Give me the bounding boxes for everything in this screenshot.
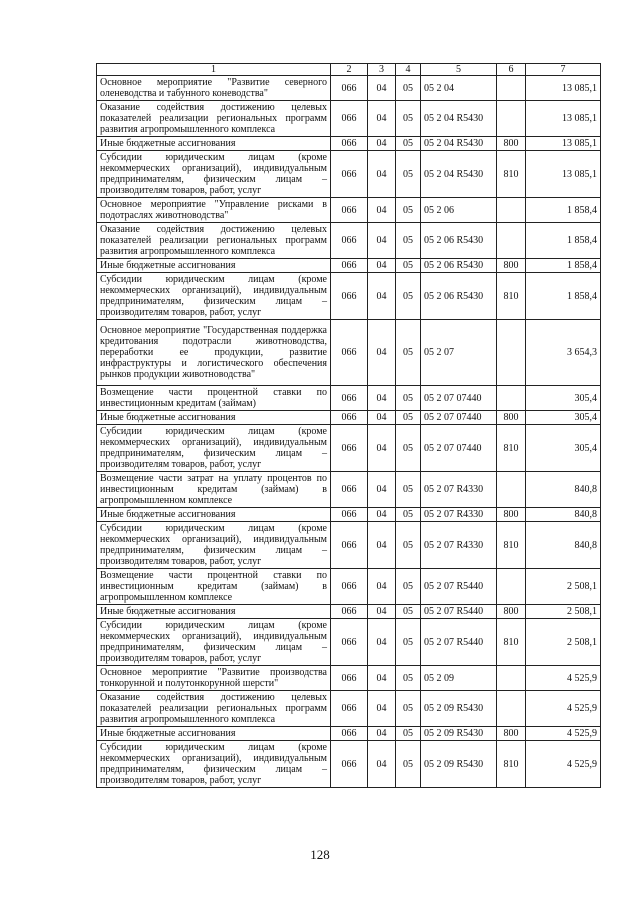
cell-grbs: 066 (331, 666, 368, 691)
cell-name: Основное мероприятие "Развитие производства тонкорунной и полутонкорунной шерсти" (97, 666, 331, 691)
page-number: 128 (310, 847, 330, 862)
cell-sum: 2 508,1 (526, 569, 601, 605)
cell-pr: 05 (396, 666, 421, 691)
cell-pr: 05 (396, 727, 421, 741)
cell-csr: 05 2 07 R4330 (421, 508, 497, 522)
cell-rz: 04 (368, 619, 396, 666)
cell-rz: 04 (368, 411, 396, 425)
cell-vr (497, 320, 526, 386)
budget-table (96, 63, 601, 788)
cell-sum: 2 508,1 (526, 619, 601, 666)
cell-sum: 3 654,3 (526, 320, 601, 386)
cell-vr: 810 (497, 741, 526, 788)
cell-pr: 05 (396, 76, 421, 101)
table-row (97, 508, 601, 522)
cell-rz: 04 (368, 223, 396, 259)
cell-name: Иные бюджетные ассигнования (97, 605, 331, 619)
header-cell-rz: 3 (368, 64, 396, 76)
cell-csr: 05 2 07 R4330 (421, 472, 497, 508)
cell-csr: 05 2 09 R5430 (421, 727, 497, 741)
cell-sum: 2 508,1 (526, 605, 601, 619)
table-row (97, 605, 601, 619)
cell-rz: 04 (368, 741, 396, 788)
cell-sum: 305,4 (526, 425, 601, 472)
cell-vr: 810 (497, 273, 526, 320)
cell-csr: 05 2 04 (421, 76, 497, 101)
cell-vr: 800 (497, 508, 526, 522)
cell-pr: 05 (396, 472, 421, 508)
cell-grbs: 066 (331, 386, 368, 411)
cell-sum: 13 085,1 (526, 101, 601, 137)
cell-vr (497, 198, 526, 223)
table-row (97, 320, 601, 386)
header-cell-csr: 5 (421, 64, 497, 76)
cell-vr: 800 (497, 259, 526, 273)
table-row (97, 522, 601, 569)
cell-sum: 13 085,1 (526, 151, 601, 198)
cell-vr: 800 (497, 605, 526, 619)
cell-grbs: 066 (331, 569, 368, 605)
cell-pr: 05 (396, 151, 421, 198)
cell-vr: 800 (497, 411, 526, 425)
cell-grbs: 066 (331, 223, 368, 259)
cell-rz: 04 (368, 425, 396, 472)
table-row (97, 273, 601, 320)
table-row (97, 101, 601, 137)
cell-pr: 05 (396, 320, 421, 386)
cell-rz: 04 (368, 151, 396, 198)
cell-rz: 04 (368, 522, 396, 569)
cell-grbs: 066 (331, 508, 368, 522)
cell-grbs: 066 (331, 425, 368, 472)
cell-name: Основное мероприятие "Государственная поддержка кредитования подотрасли животноводства, переработки ее продукции, развитие инфраструктуры и логистического обеспечения рынков продукции животноводства" (97, 320, 331, 386)
cell-rz: 04 (368, 137, 396, 151)
cell-grbs: 066 (331, 198, 368, 223)
cell-csr: 05 2 09 R5430 (421, 741, 497, 788)
cell-rz: 04 (368, 508, 396, 522)
cell-pr: 05 (396, 605, 421, 619)
header-cell-pr: 4 (396, 64, 421, 76)
cell-vr: 810 (497, 619, 526, 666)
cell-rz: 04 (368, 569, 396, 605)
cell-name: Возмещение части процентной ставки по инвестиционным кредитам (займам) (97, 386, 331, 411)
cell-vr (497, 223, 526, 259)
cell-name: Оказание содействия достижению целевых показателей реализации региональных программ развития агропромышленного комплекса (97, 691, 331, 727)
cell-sum: 1 858,4 (526, 259, 601, 273)
cell-pr: 05 (396, 386, 421, 411)
table-body (97, 76, 601, 788)
cell-rz: 04 (368, 666, 396, 691)
cell-csr: 05 2 07 07440 (421, 411, 497, 425)
cell-grbs: 066 (331, 619, 368, 666)
cell-name: Иные бюджетные ассигнования (97, 259, 331, 273)
cell-name: Субсидии юридическим лицам (кроме некоммерческих организаций), индивидуальным предпринимателям, физическим лицам – производителям товаров, работ, услуг (97, 273, 331, 320)
cell-csr: 05 2 07 R4330 (421, 522, 497, 569)
cell-grbs: 066 (331, 741, 368, 788)
cell-sum: 4 525,9 (526, 691, 601, 727)
cell-vr (497, 472, 526, 508)
cell-rz: 04 (368, 691, 396, 727)
cell-grbs: 066 (331, 320, 368, 386)
cell-vr (497, 386, 526, 411)
cell-vr (497, 101, 526, 137)
cell-csr: 05 2 09 R5430 (421, 691, 497, 727)
cell-pr: 05 (396, 223, 421, 259)
cell-grbs: 066 (331, 259, 368, 273)
cell-rz: 04 (368, 259, 396, 273)
cell-sum: 840,8 (526, 508, 601, 522)
cell-sum: 840,8 (526, 522, 601, 569)
cell-pr: 05 (396, 273, 421, 320)
cell-name: Иные бюджетные ассигнования (97, 411, 331, 425)
table-row (97, 727, 601, 741)
cell-csr: 05 2 07 07440 (421, 386, 497, 411)
cell-grbs: 066 (331, 727, 368, 741)
cell-sum: 1 858,4 (526, 198, 601, 223)
cell-rz: 04 (368, 386, 396, 411)
cell-csr: 05 2 04 R5430 (421, 151, 497, 198)
cell-vr (497, 691, 526, 727)
cell-pr: 05 (396, 425, 421, 472)
table-row (97, 198, 601, 223)
cell-name: Иные бюджетные ассигнования (97, 727, 331, 741)
cell-csr: 05 2 07 R5440 (421, 569, 497, 605)
cell-rz: 04 (368, 472, 396, 508)
cell-csr: 05 2 09 (421, 666, 497, 691)
cell-sum: 13 085,1 (526, 137, 601, 151)
cell-sum: 4 525,9 (526, 666, 601, 691)
cell-pr: 05 (396, 198, 421, 223)
cell-grbs: 066 (331, 522, 368, 569)
cell-name: Возмещение части процентной ставки по инвестиционным кредитам (займам) в агропромышленном комплексе (97, 569, 331, 605)
cell-vr: 810 (497, 425, 526, 472)
cell-grbs: 066 (331, 605, 368, 619)
table-row (97, 76, 601, 101)
table-row (97, 691, 601, 727)
cell-name: Возмещение части затрат на уплату процентов по инвестиционным кредитам (займам) в агропромышленном комплексе (97, 472, 331, 508)
cell-pr: 05 (396, 259, 421, 273)
cell-grbs: 066 (331, 411, 368, 425)
cell-grbs: 066 (331, 101, 368, 137)
cell-rz: 04 (368, 76, 396, 101)
cell-rz: 04 (368, 198, 396, 223)
cell-vr (497, 569, 526, 605)
cell-csr: 05 2 07 (421, 320, 497, 386)
cell-sum: 305,4 (526, 386, 601, 411)
cell-vr: 800 (497, 137, 526, 151)
table-row (97, 666, 601, 691)
cell-sum: 1 858,4 (526, 273, 601, 320)
cell-vr: 810 (497, 522, 526, 569)
cell-pr: 05 (396, 411, 421, 425)
cell-name: Основное мероприятие "Управление рисками в подотраслях животноводства" (97, 198, 331, 223)
cell-pr: 05 (396, 569, 421, 605)
cell-csr: 05 2 07 07440 (421, 425, 497, 472)
cell-name: Субсидии юридическим лицам (кроме некоммерческих организаций), индивидуальным предпринимателям, физическим лицам – производителям товаров, работ, услуг (97, 425, 331, 472)
cell-csr: 05 2 04 R5430 (421, 137, 497, 151)
cell-pr: 05 (396, 508, 421, 522)
table-row (97, 741, 601, 788)
cell-pr: 05 (396, 691, 421, 727)
table-row (97, 619, 601, 666)
cell-grbs: 066 (331, 691, 368, 727)
table-header-row (97, 64, 601, 76)
cell-name: Субсидии юридическим лицам (кроме некоммерческих организаций), индивидуальным предпринимателям, физическим лицам – производителям товаров, работ, услуг (97, 741, 331, 788)
cell-grbs: 066 (331, 151, 368, 198)
header-cell-sum: 7 (526, 64, 601, 76)
header-cell-grbs: 2 (331, 64, 368, 76)
cell-pr: 05 (396, 137, 421, 151)
cell-vr: 800 (497, 727, 526, 741)
cell-vr: 810 (497, 151, 526, 198)
cell-csr: 05 2 06 (421, 198, 497, 223)
cell-sum: 4 525,9 (526, 727, 601, 741)
cell-grbs: 066 (331, 472, 368, 508)
cell-sum: 305,4 (526, 411, 601, 425)
cell-sum: 1 858,4 (526, 223, 601, 259)
cell-pr: 05 (396, 619, 421, 666)
cell-grbs: 066 (331, 137, 368, 151)
cell-rz: 04 (368, 101, 396, 137)
cell-pr: 05 (396, 741, 421, 788)
table-row (97, 411, 601, 425)
cell-csr: 05 2 06 R5430 (421, 273, 497, 320)
cell-sum: 13 085,1 (526, 76, 601, 101)
cell-sum: 840,8 (526, 472, 601, 508)
cell-rz: 04 (368, 727, 396, 741)
table-row (97, 259, 601, 273)
cell-grbs: 066 (331, 76, 368, 101)
cell-rz: 04 (368, 605, 396, 619)
table-row (97, 425, 601, 472)
cell-vr (497, 76, 526, 101)
cell-name: Основное мероприятие "Развитие северного оленеводства и табунного коневодства" (97, 76, 331, 101)
cell-name: Субсидии юридическим лицам (кроме некоммерческих организаций), индивидуальным предпринимателям, физическим лицам – производителям товаров, работ, услуг (97, 619, 331, 666)
header-cell-vr: 6 (497, 64, 526, 76)
cell-csr: 05 2 06 R5430 (421, 259, 497, 273)
cell-csr: 05 2 07 R5440 (421, 619, 497, 666)
cell-vr (497, 666, 526, 691)
cell-csr: 05 2 07 R5440 (421, 605, 497, 619)
cell-name: Оказание содействия достижению целевых показателей реализации региональных программ развития агропромышленного комплекса (97, 223, 331, 259)
table-row (97, 223, 601, 259)
table-row (97, 569, 601, 605)
cell-pr: 05 (396, 101, 421, 137)
table-row (97, 472, 601, 508)
table-row (97, 137, 601, 151)
cell-name: Иные бюджетные ассигнования (97, 508, 331, 522)
cell-rz: 04 (368, 273, 396, 320)
table-row (97, 386, 601, 411)
cell-rz: 04 (368, 320, 396, 386)
header-cell-name: 1 (97, 64, 331, 76)
cell-grbs: 066 (331, 273, 368, 320)
table-row (97, 151, 601, 198)
cell-csr: 05 2 06 R5430 (421, 223, 497, 259)
cell-name: Оказание содействия достижению целевых показателей реализации региональных программ развития агропромышленного комплекса (97, 101, 331, 137)
cell-csr: 05 2 04 R5430 (421, 101, 497, 137)
cell-name: Иные бюджетные ассигнования (97, 137, 331, 151)
cell-pr: 05 (396, 522, 421, 569)
cell-sum: 4 525,9 (526, 741, 601, 788)
cell-name: Субсидии юридическим лицам (кроме некоммерческих организаций), индивидуальным предпринимателям, физическим лицам – производителям товаров, работ, услуг (97, 151, 331, 198)
cell-name: Субсидии юридическим лицам (кроме некоммерческих организаций), индивидуальным предпринимателям, физическим лицам – производителям товаров, работ, услуг (97, 522, 331, 569)
